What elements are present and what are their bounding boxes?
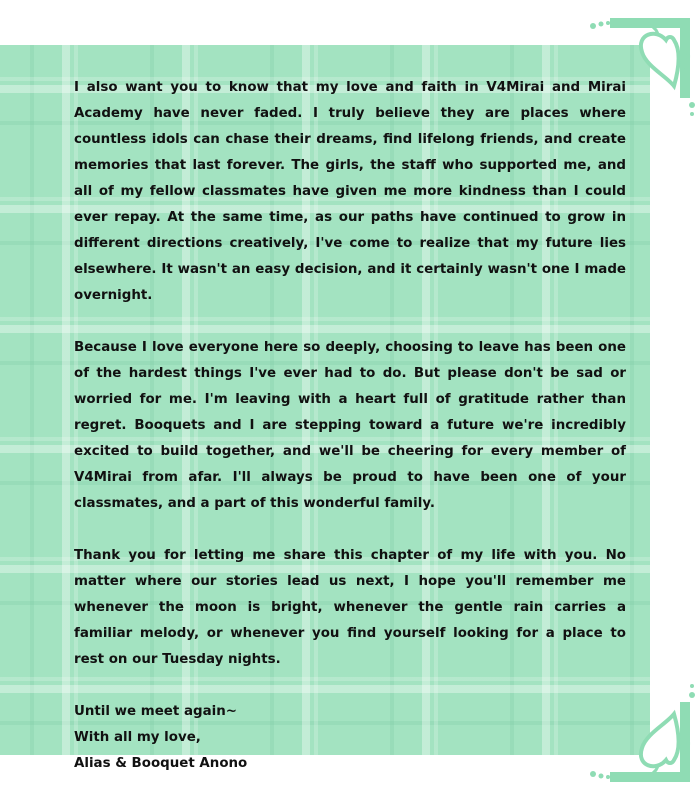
letter-closing bbox=[74, 699, 626, 777]
closing-line-farewell: Until we meet again~ bbox=[74, 704, 237, 719]
letter-paragraph-2: Because I love everyone here so deeply, choosing to leave has been one of the hardest things I've ever had to do. But please don't be sad or worried for me. I'm leaving with a heart full of gratitude rather than regret. Booquets and I are stepping toward a future we're incredibly excited to build together, and we'll be cheering for every member of V4Mirai from afar. I'll always be proud to have been one of your classmates, and a part of this wonderful family. bbox=[74, 340, 626, 511]
letter-paragraph-1: I also want you to know that my love and faith in V4Mirai and Mirai Academy have never faded. I truly believe they are places where countless idols can chase their dreams, find lifelong friends, and create memories that last forever. The girls, the staff who supported me, and all of my fellow classmates have given me more kindness than I could ever repay. At the same time, as our paths have continued to grow in different directions creatively, I've come to realize that my future lies elsewhere. It wasn't an easy decision, and it certainly wasn't one I made overnight. bbox=[74, 80, 626, 303]
letter-body bbox=[74, 75, 626, 777]
closing-signature: Alias & Booquet Anono bbox=[74, 756, 248, 771]
letter-paragraph-3: Thank you for letting me share this chapter of my life with you. No matter where our stories lead us next, I hope you'll remember me whenever the moon is bright, whenever the gentle rain carries a familiar melody, or whenever you find yourself looking for a place to rest on our Tuesday nights. bbox=[74, 548, 626, 667]
closing-line-love: With all my love, bbox=[74, 730, 201, 745]
